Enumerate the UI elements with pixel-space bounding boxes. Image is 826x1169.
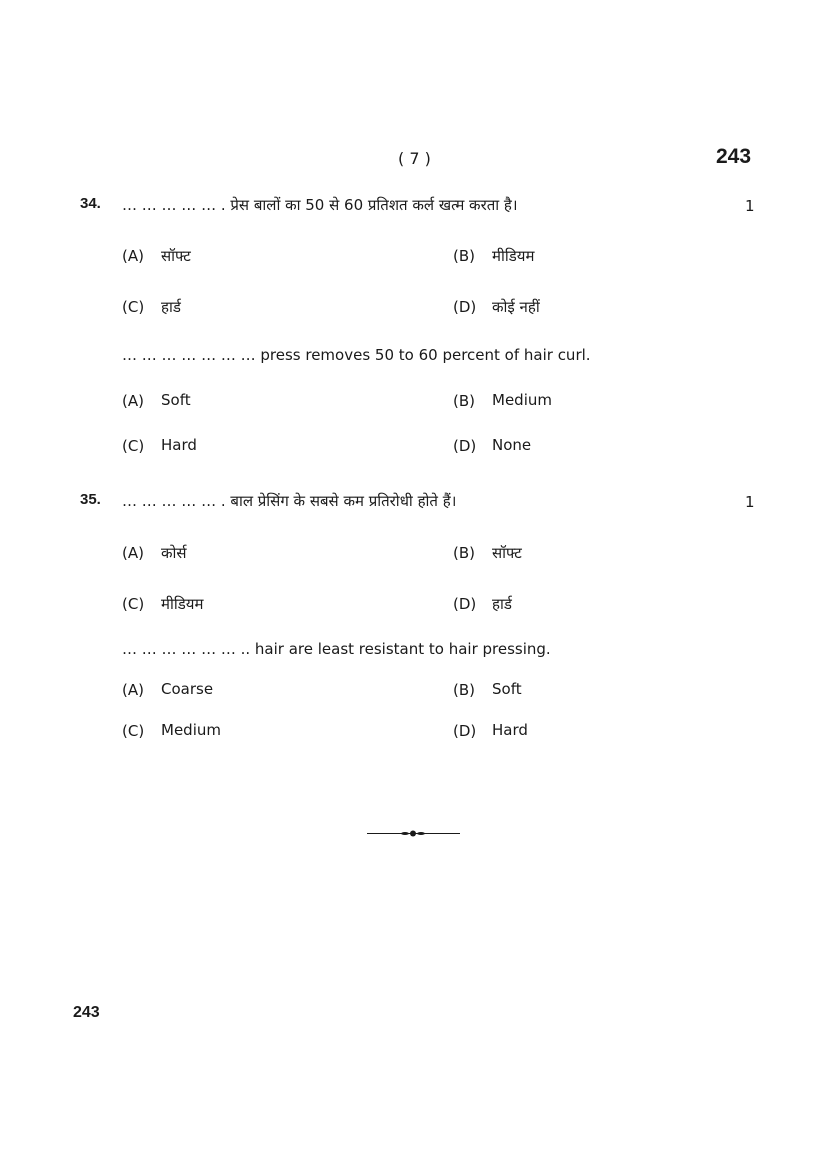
question-text-hindi: … … … … … . बाल प्रेसिंग के सबसे कम प्रतिरोधी होते हैं। bbox=[122, 492, 457, 510]
option-label: (A) bbox=[122, 681, 144, 699]
option-label: (B) bbox=[453, 392, 475, 410]
option-text: कोई नहीं bbox=[492, 298, 540, 316]
option-text: Coarse bbox=[161, 680, 214, 698]
option-label: (C) bbox=[122, 595, 145, 613]
option-text: None bbox=[492, 436, 532, 454]
option-label: (D) bbox=[453, 595, 477, 613]
option-text: Soft bbox=[161, 391, 191, 409]
option-text: Medium bbox=[161, 721, 221, 739]
question-text-english: … … … … … … .. hair are least resistant to hair pressing. bbox=[122, 640, 551, 658]
option-text: Hard bbox=[161, 436, 197, 454]
option-label: (A) bbox=[122, 247, 144, 265]
option-text: कोर्स bbox=[161, 544, 187, 562]
question-number: 35. bbox=[80, 491, 101, 508]
option-label: (C) bbox=[122, 437, 145, 455]
option-text: Medium bbox=[492, 391, 552, 409]
option-label: (B) bbox=[453, 247, 475, 265]
option-label: (D) bbox=[453, 298, 477, 316]
paper-code-top: 243 bbox=[716, 145, 752, 168]
question-number: 34. bbox=[80, 195, 101, 212]
option-label: (A) bbox=[122, 544, 144, 562]
option-text: सॉफ्ट bbox=[492, 544, 522, 562]
question-text-english: … … … … … … … press removes 50 to 60 percent of hair curl. bbox=[122, 346, 591, 364]
question-marks: 1 bbox=[745, 197, 755, 215]
option-text: मीडियम bbox=[161, 595, 204, 613]
option-label: (D) bbox=[453, 722, 477, 740]
paper-code-bottom: 243 bbox=[73, 1004, 100, 1021]
option-text: Hard bbox=[492, 721, 528, 739]
option-text: मीडियम bbox=[492, 247, 535, 265]
option-label: (C) bbox=[122, 298, 145, 316]
end-ornament-icon bbox=[398, 830, 428, 837]
option-label: (B) bbox=[453, 681, 475, 699]
question-marks: 1 bbox=[745, 493, 755, 511]
option-label: (B) bbox=[453, 544, 475, 562]
question-text-hindi: … … … … … . प्रेस बालों का 50 से 60 प्रतिशत कर्ल खत्म करता है। bbox=[122, 196, 518, 214]
option-label: (D) bbox=[453, 437, 477, 455]
option-label: (C) bbox=[122, 722, 145, 740]
option-text: हार्ड bbox=[492, 595, 512, 613]
option-text: हार्ड bbox=[161, 298, 181, 316]
option-text: सॉफ्ट bbox=[161, 247, 191, 265]
page-number: ( 7 ) bbox=[398, 149, 431, 168]
option-label: (A) bbox=[122, 392, 144, 410]
option-text: Soft bbox=[492, 680, 522, 698]
